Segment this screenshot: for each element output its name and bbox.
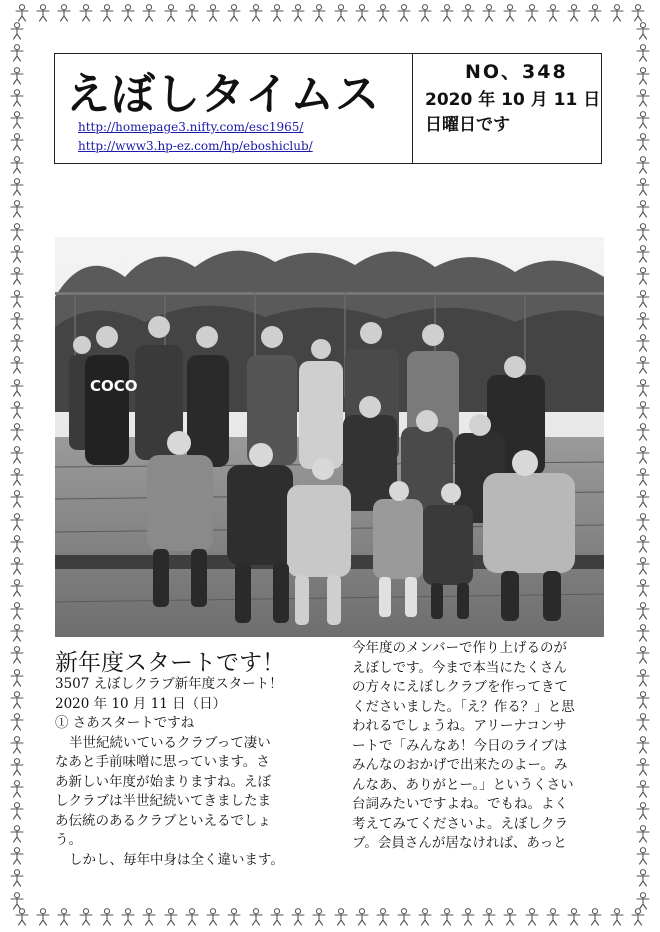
article-line: われるでしょうね。アリーナコンサ <box>352 718 567 734</box>
border-figure-icon <box>524 908 540 926</box>
border-figure-icon <box>333 908 349 926</box>
article-line: 半世紀続いているクラブって凄い <box>69 734 271 751</box>
border-figure-icon <box>248 908 264 926</box>
border-figure-icon <box>9 423 25 441</box>
border-figure-icon <box>460 908 476 926</box>
border-figure-icon <box>635 245 651 263</box>
article-line: 今年度のメンバーで作り上げるのが <box>352 640 568 656</box>
border-figure-icon <box>9 780 25 798</box>
border-figure-icon <box>333 4 349 22</box>
border-figure-icon <box>635 602 651 620</box>
border-figure-icon <box>9 156 25 174</box>
border-figure-icon <box>120 908 136 926</box>
border-figure-icon <box>9 200 25 218</box>
border-figure-icon <box>354 4 370 22</box>
border-figure-icon <box>417 4 433 22</box>
border-figure-icon <box>481 908 497 926</box>
border-figure-icon <box>9 490 25 508</box>
border-figure-icon <box>635 780 651 798</box>
border-figure-icon <box>635 646 651 664</box>
article-line: ブ。会員さんが居なければ、あっと <box>352 835 567 851</box>
border-figure-icon <box>9 579 25 597</box>
article-line: しクラブは半世紀続いてきましたま <box>55 793 271 809</box>
border-left <box>6 22 28 910</box>
border-figure-icon <box>587 4 603 22</box>
border-figure-icon <box>635 535 651 553</box>
border-figure-icon <box>502 4 518 22</box>
issue-number: NO、348 <box>465 61 568 83</box>
border-figure-icon <box>269 908 285 926</box>
border-figure-icon <box>9 22 25 40</box>
border-figure-icon <box>635 736 651 754</box>
border-figure-icon <box>587 908 603 926</box>
article-line: あ伝統のあるクラブといえるでしょ <box>55 812 271 829</box>
border-figure-icon <box>9 736 25 754</box>
article-column-right <box>352 639 604 854</box>
border-figure-icon <box>635 468 651 486</box>
border-figure-icon <box>9 847 25 865</box>
border-figure-icon <box>566 4 582 22</box>
border-figure-icon <box>99 4 115 22</box>
border-figure-icon <box>635 892 651 910</box>
border-figure-icon <box>9 356 25 374</box>
border-figure-icon <box>9 446 25 464</box>
article-line: しかし、毎年中身は全く違います。 <box>69 851 284 868</box>
border-figure-icon <box>226 4 242 22</box>
border-figure-icon <box>635 869 651 887</box>
issue-weekday: 日曜日です <box>425 115 510 135</box>
border-figure-icon <box>9 245 25 263</box>
border-figure-icon <box>35 4 51 22</box>
border-figure-icon <box>9 67 25 85</box>
border-figure-icon <box>163 4 179 22</box>
border-figure-icon <box>56 4 72 22</box>
border-figure-icon <box>9 713 25 731</box>
border-figure-icon <box>439 4 455 22</box>
border-figure-icon <box>163 908 179 926</box>
border-figure-icon <box>630 4 646 22</box>
border-figure-icon <box>9 892 25 910</box>
border-figure-icon <box>9 802 25 820</box>
border-figure-icon <box>205 908 221 926</box>
article-line: なあと手前味噌に思っています。さ <box>55 754 270 770</box>
article-line: う。 <box>55 832 82 848</box>
article-line: 3507 えぼしクラブ新年度スタート！ <box>55 676 283 692</box>
border-figure-icon <box>635 200 651 218</box>
border-figure-icon <box>354 908 370 926</box>
border-figure-icon <box>184 908 200 926</box>
masthead-issue-block <box>413 54 601 163</box>
border-figure-icon <box>630 908 646 926</box>
border-figure-icon <box>635 401 651 419</box>
border-figure-icon <box>502 908 518 926</box>
border-figure-icon <box>635 67 651 85</box>
border-figure-icon <box>635 44 651 62</box>
border-figure-icon <box>141 4 157 22</box>
border-figure-icon <box>635 624 651 642</box>
border-figure-icon <box>635 334 651 352</box>
border-figure-icon <box>311 4 327 22</box>
border-figure-icon <box>635 89 651 107</box>
border-figure-icon <box>396 4 412 22</box>
border-figure-icon <box>635 423 651 441</box>
border-figure-icon <box>460 4 476 22</box>
border-figure-icon <box>9 869 25 887</box>
border-top <box>0 4 660 26</box>
border-figure-icon <box>9 401 25 419</box>
club-site-link[interactable]: http://www3.hp-ez.com/hp/eboshiclub/ <box>78 139 313 153</box>
border-figure-icon <box>56 908 72 926</box>
border-figure-icon <box>9 111 25 129</box>
border-figure-icon <box>9 535 25 553</box>
border-figure-icon <box>609 4 625 22</box>
newsletter-title: えぼしタイムス <box>66 69 381 120</box>
border-figure-icon <box>524 4 540 22</box>
border-right <box>632 22 654 910</box>
border-figure-icon <box>609 908 625 926</box>
border-figure-icon <box>9 624 25 642</box>
border-figure-icon <box>439 908 455 926</box>
border-figure-icon <box>375 4 391 22</box>
border-figure-icon <box>14 4 30 22</box>
issue-date: 2020 年 10 月 11 日 <box>425 90 601 110</box>
border-figure-icon <box>311 908 327 926</box>
border-figure-icon <box>290 4 306 22</box>
border-figure-icon <box>9 379 25 397</box>
border-figure-icon <box>269 4 285 22</box>
border-figure-icon <box>375 908 391 926</box>
border-figure-icon <box>635 267 651 285</box>
border-figure-icon <box>545 908 561 926</box>
border-figure-icon <box>9 267 25 285</box>
article-line: みんなのおかげで出来たのよー。み <box>352 757 568 773</box>
border-figure-icon <box>9 290 25 308</box>
border-figure-icon <box>14 908 30 926</box>
border-figure-icon <box>635 825 651 843</box>
border-figure-icon <box>635 579 651 597</box>
border-figure-icon <box>396 908 412 926</box>
article-headline: 新年度スタートです！ <box>55 650 285 676</box>
border-figure-icon <box>635 713 651 731</box>
border-figure-icon <box>9 178 25 196</box>
border-figure-icon <box>635 178 651 196</box>
article-line: ートで「みんなあ！今日のライブは <box>352 737 568 754</box>
border-figure-icon <box>141 908 157 926</box>
article-line: 考えてみてくださいよ。えぼしクラ <box>352 815 568 832</box>
border-figure-icon <box>635 356 651 374</box>
border-figure-icon <box>78 908 94 926</box>
border-figure-icon <box>481 4 497 22</box>
border-figure-icon <box>248 4 264 22</box>
border-figure-icon <box>635 847 651 865</box>
homepage-link[interactable]: http://homepage3.nifty.com/esc1965/ <box>78 120 304 134</box>
border-figure-icon <box>635 802 651 820</box>
article-line: あ新しい年度が始まりますね。えぼ <box>55 773 271 790</box>
border-figure-icon <box>635 111 651 129</box>
article-line: くださいました。「え？作る？」と思 <box>352 698 575 715</box>
shirt-print: COCO <box>90 377 138 395</box>
border-figure-icon <box>635 691 651 709</box>
border-figure-icon <box>9 669 25 687</box>
border-figure-icon <box>205 4 221 22</box>
article-line: んなあ、ありがとー。」というくさい <box>352 776 574 793</box>
article-line: ① さあスタートですね <box>55 715 195 731</box>
border-figure-icon <box>635 133 651 151</box>
border-figure-icon <box>417 908 433 926</box>
border-figure-icon <box>9 646 25 664</box>
border-figure-icon <box>635 290 651 308</box>
border-figure-icon <box>226 908 242 926</box>
article-line: えぼしです。今まで本当にたくさん <box>352 659 567 676</box>
border-figure-icon <box>35 908 51 926</box>
masthead-title-block <box>55 54 413 163</box>
border-figure-icon <box>635 669 651 687</box>
masthead <box>54 53 602 164</box>
border-figure-icon <box>9 825 25 843</box>
border-figure-icon <box>120 4 136 22</box>
border-figure-icon <box>545 4 561 22</box>
border-figure-icon <box>78 4 94 22</box>
border-figure-icon <box>635 490 651 508</box>
border-figure-icon <box>566 908 582 926</box>
border-figure-icon <box>9 312 25 330</box>
border-figure-icon <box>635 312 651 330</box>
border-figure-icon <box>635 513 651 531</box>
border-figure-icon <box>635 557 651 575</box>
article-line: の方々にえぼしクラブを作ってきて <box>352 679 568 695</box>
border-figure-icon <box>9 89 25 107</box>
border-figure-icon <box>635 22 651 40</box>
border-figure-icon <box>9 758 25 776</box>
group-photo <box>55 237 604 637</box>
border-figure-icon <box>9 557 25 575</box>
border-bottom <box>0 908 660 930</box>
border-figure-icon <box>635 156 651 174</box>
border-figure-icon <box>99 908 115 926</box>
border-figure-icon <box>9 133 25 151</box>
group-photo-image <box>55 237 604 637</box>
border-figure-icon <box>635 758 651 776</box>
border-figure-icon <box>635 446 651 464</box>
border-figure-icon <box>184 4 200 22</box>
border-figure-icon <box>635 223 651 241</box>
border-figure-icon <box>9 44 25 62</box>
article-line: 台詞みたいですよね。でもね。よく <box>352 796 568 812</box>
border-figure-icon <box>290 908 306 926</box>
article-column-left <box>55 675 325 870</box>
border-figure-icon <box>9 691 25 709</box>
article-line: 2020 年 10 月 11 日（日） <box>55 695 227 712</box>
border-figure-icon <box>9 223 25 241</box>
border-figure-icon <box>635 379 651 397</box>
border-figure-icon <box>9 602 25 620</box>
border-figure-icon <box>9 468 25 486</box>
border-figure-icon <box>9 334 25 352</box>
border-figure-icon <box>9 513 25 531</box>
